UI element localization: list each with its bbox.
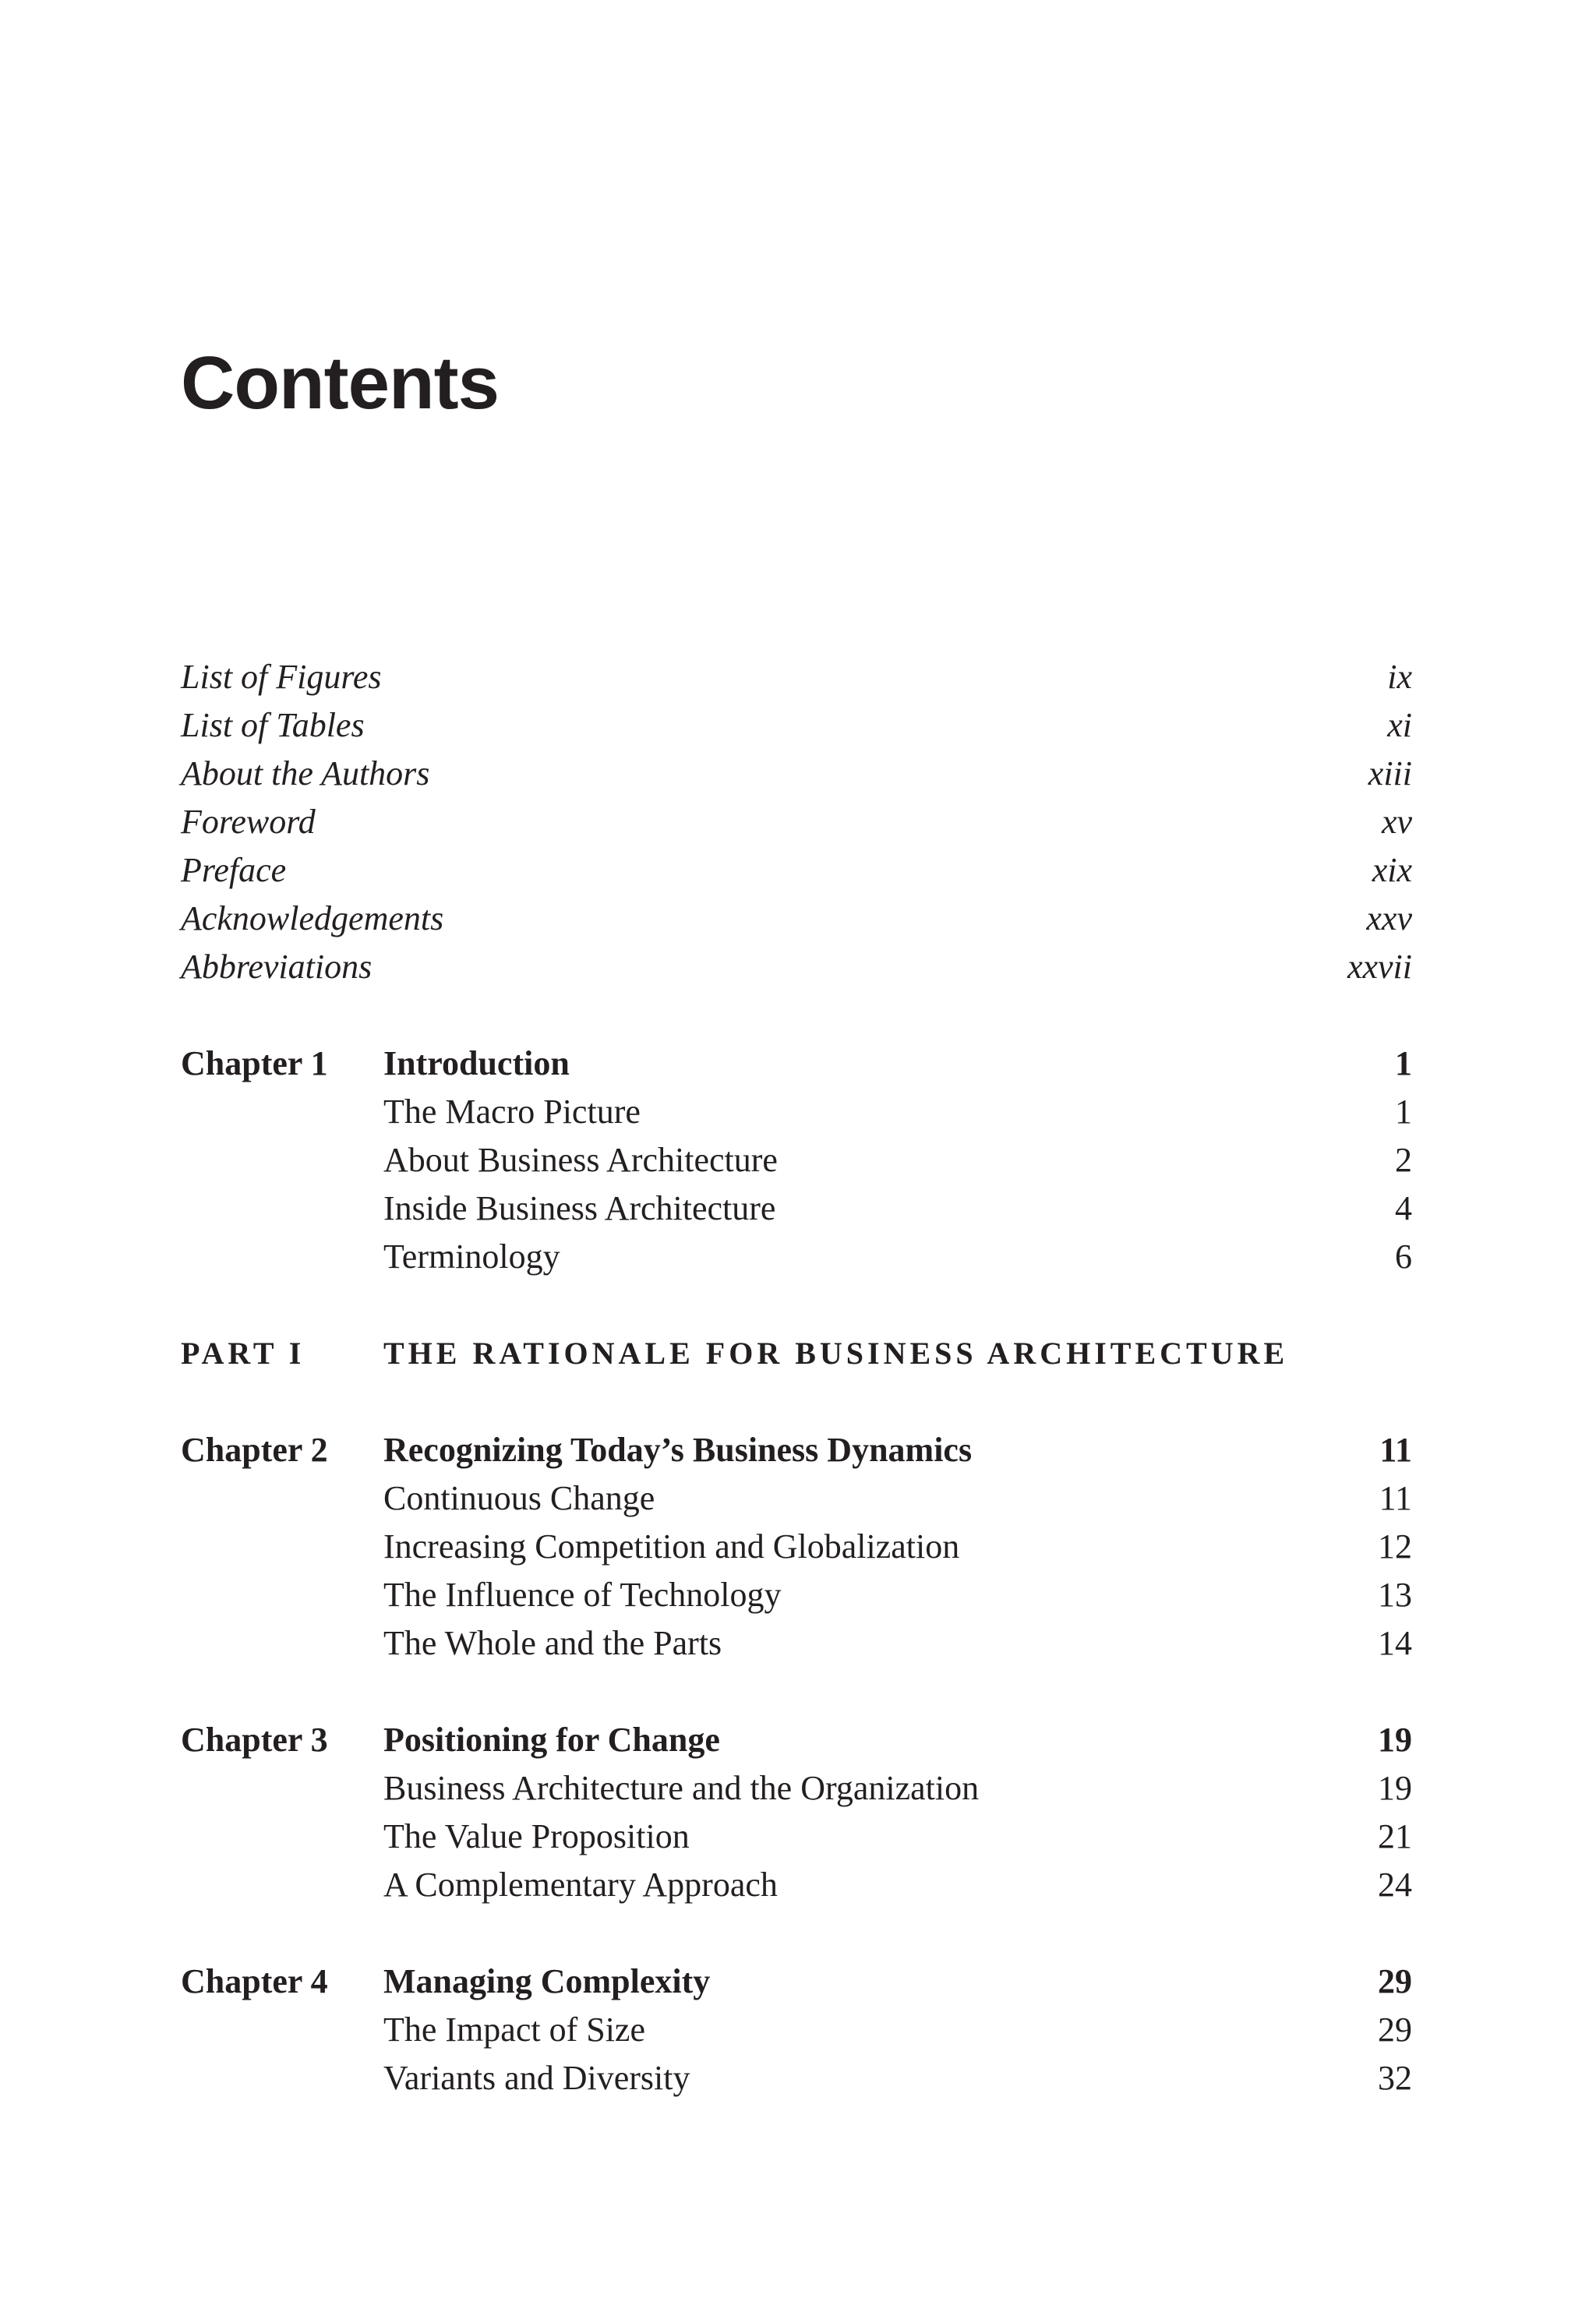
toc-page-number: 2: [1395, 1141, 1412, 1179]
toc-section-item[interactable]: [181, 1571, 1412, 1619]
toc-chapter-title: Introduction: [383, 1044, 570, 1082]
toc-entry-title: Foreword: [181, 803, 316, 841]
toc-section-item[interactable]: [181, 1474, 1412, 1523]
toc-front-matter-item[interactable]: [181, 701, 1412, 750]
toc-entry-title: Preface: [181, 851, 287, 889]
toc-section-title: A Complementary Approach: [383, 1866, 778, 1904]
toc-section-title: The Influence of Technology: [383, 1576, 782, 1614]
toc-page-number: xi: [1387, 706, 1412, 744]
toc-part-title: THE RATIONALE FOR BUSINESS ARCHITECTURE: [383, 1336, 1289, 1371]
toc-section-title: Business Architecture and the Organization: [383, 1769, 980, 1807]
toc-page-number: 6: [1395, 1237, 1412, 1276]
toc-front-matter-item[interactable]: [181, 943, 1412, 991]
toc-page-number: 29: [1378, 1962, 1412, 2000]
toc-page-number: 19: [1378, 1721, 1412, 1759]
toc-front-matter-item[interactable]: [181, 846, 1412, 895]
toc-page-number: 1: [1395, 1044, 1412, 1082]
toc-page-number: 14: [1378, 1624, 1412, 1662]
toc-chapter-label: Chapter 4: [181, 1962, 328, 2000]
toc-section-item[interactable]: [181, 1813, 1412, 1861]
toc-entry-title: About the Authors: [181, 754, 430, 793]
toc-entry-title: List of Tables: [181, 706, 365, 744]
toc-section-title: Terminology: [383, 1237, 560, 1276]
toc-front-matter-item[interactable]: [181, 895, 1412, 943]
toc-section-item[interactable]: [181, 1619, 1412, 1668]
toc-section-item[interactable]: [181, 1523, 1412, 1571]
toc-section-item[interactable]: [181, 1764, 1412, 1813]
toc-chapter-title: Recognizing Today’s Business Dynamics: [383, 1431, 973, 1469]
toc-front-matter-item[interactable]: [181, 653, 1412, 701]
toc-page-number: 24: [1378, 1866, 1412, 1904]
toc-section-item[interactable]: [181, 2006, 1412, 2054]
toc-chapter-title: Managing Complexity: [383, 1962, 711, 2000]
toc-page-number: 21: [1378, 1817, 1412, 1855]
toc-front-matter-item[interactable]: [181, 798, 1412, 846]
toc-section-title: The Value Proposition: [383, 1817, 690, 1855]
toc-page-number: 12: [1378, 1527, 1412, 1566]
toc-chapter-heading[interactable]: [181, 1958, 1412, 2006]
toc-section-item[interactable]: [181, 1136, 1412, 1184]
toc-chapter-heading[interactable]: [181, 1426, 1412, 1474]
toc-entry-title: List of Figures: [181, 658, 382, 696]
toc-section-title: The Whole and the Parts: [383, 1624, 722, 1662]
toc-page-number: xix: [1372, 851, 1412, 889]
toc-entry-title: Acknowledgements: [181, 899, 444, 937]
toc-section-title: Increasing Competition and Globalization: [383, 1527, 960, 1566]
toc-page-number: xv: [1381, 803, 1412, 841]
toc-chapter-label: Chapter 3: [181, 1721, 328, 1759]
page-title: Contents: [181, 341, 499, 425]
toc-section-title: Inside Business Architecture: [383, 1189, 776, 1227]
toc-chapter-heading[interactable]: [181, 1040, 1412, 1088]
toc-page-number: xxv: [1366, 899, 1412, 937]
toc-section-item[interactable]: [181, 1184, 1412, 1233]
toc-section-item[interactable]: [181, 1233, 1412, 1281]
toc-page-number: 32: [1378, 2059, 1412, 2097]
table-of-contents: [181, 653, 1412, 2102]
toc-chapter-label: Chapter 2: [181, 1431, 328, 1469]
toc-chapter-heading[interactable]: [181, 1716, 1412, 1764]
toc-chapter-label: Chapter 1: [181, 1044, 328, 1082]
toc-page-number: 11: [1379, 1479, 1412, 1517]
toc-page-number: 13: [1378, 1576, 1412, 1614]
toc-page-number: xiii: [1368, 754, 1412, 793]
toc-section-title: About Business Architecture: [383, 1141, 778, 1179]
toc-page-number: 19: [1378, 1769, 1412, 1807]
toc-page-number: 1: [1395, 1093, 1412, 1131]
toc-section-item[interactable]: [181, 1088, 1412, 1136]
toc-page-number: ix: [1387, 658, 1412, 696]
toc-page-number: xxvii: [1347, 948, 1412, 986]
toc-section-item[interactable]: [181, 1861, 1412, 1909]
toc-entry-title: Abbreviations: [181, 948, 373, 986]
toc-section-title: Variants and Diversity: [383, 2059, 690, 2097]
toc-section-title: Continuous Change: [383, 1479, 655, 1517]
toc-page-number: 29: [1378, 2011, 1412, 2049]
toc-part-heading[interactable]: [181, 1329, 1412, 1378]
toc-section-item[interactable]: [181, 2054, 1412, 2102]
toc-part-label: PART I: [181, 1336, 305, 1371]
toc-page-number: 11: [1379, 1431, 1412, 1469]
toc-page-number: 4: [1395, 1189, 1412, 1227]
toc-front-matter-item[interactable]: [181, 750, 1412, 798]
toc-section-title: The Impact of Size: [383, 2011, 645, 2049]
toc-chapter-title: Positioning for Change: [383, 1721, 720, 1759]
toc-section-title: The Macro Picture: [383, 1093, 641, 1131]
